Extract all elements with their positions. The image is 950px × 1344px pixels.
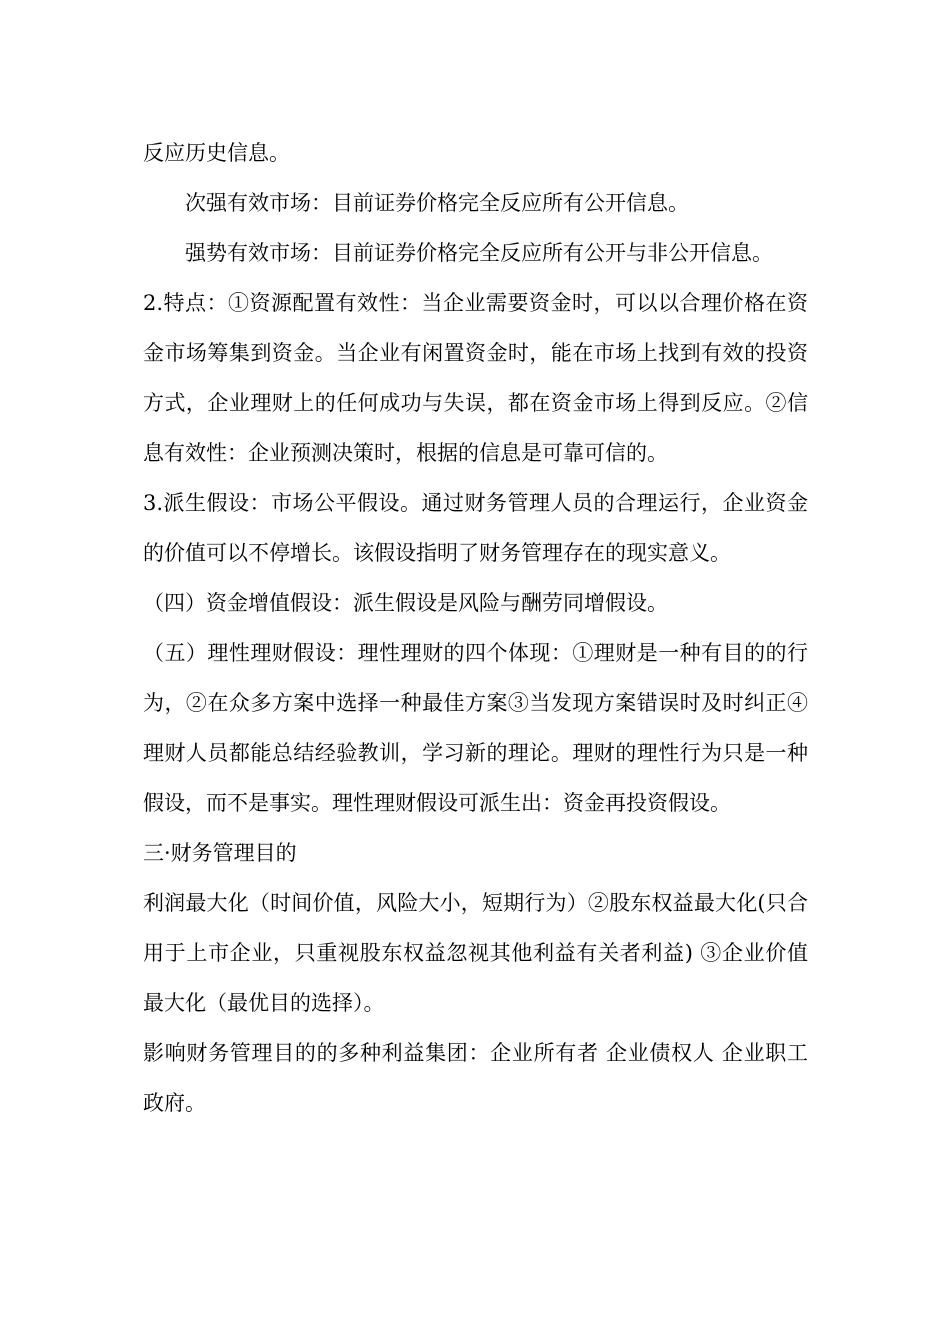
paragraph-rational-finance: （五）理性理财假设：理性理财的四个体现：①理财是一种有目的的行为，②在众多方案中选择一种最佳方案③当发现方案错误时及时纠正④理财人员都能总结经验教训，学习新的理论。理财的理性行为只是一种假设，而不是事实。理性理财假设可派生出：资金再投资假设。	[143, 641, 808, 815]
paragraph-semi-strong-market: 次强有效市场：目前证券价格完全反应所有公开信息。	[185, 191, 689, 215]
paragraph-capital-appreciation: （四）资金增值假设：派生假设是风险与酬劳同增假设。	[143, 591, 668, 615]
section-heading-financial-goals: 三·财务管理目的	[143, 841, 297, 865]
paragraph-strong-market: 强势有效市场：目前证券价格完全反应所有公开与非公开信息。	[185, 241, 773, 265]
paragraph-interest-groups: 影响财务管理目的的多种利益集团：企业所有者 企业债权人 企业职工 政府。	[143, 1041, 808, 1115]
document-body	[143, 128, 808, 1128]
paragraph-goal-types: 利润最大化（时间价值，风险大小，短期行为）②股东权益最大化(只合用于上市企业，只重视股东权益忽视其他利益有关者利益) ③企业价值最大化（最优目的选择）。	[143, 891, 808, 1015]
paragraph-characteristics: 2.特点：①资源配置有效性：当企业需要资金时，可以以合理价格在资金市场筹集到资金。当企业有闲置资金时，能在市场上找到有效的投资方式，企业理财上的任何成功与失误，都在资金市场上得到反应。②信息有效性：企业预测决策时，根据的信息是可靠可信的。	[143, 291, 808, 465]
paragraph-history-info: 反应历史信息。	[143, 141, 290, 165]
paragraph-derived-assumption: 3.派生假设：市场公平假设。通过财务管理人员的合理运行，企业资金的价值可以不停增长。该假设指明了财务管理存在的现实意义。	[143, 491, 808, 565]
